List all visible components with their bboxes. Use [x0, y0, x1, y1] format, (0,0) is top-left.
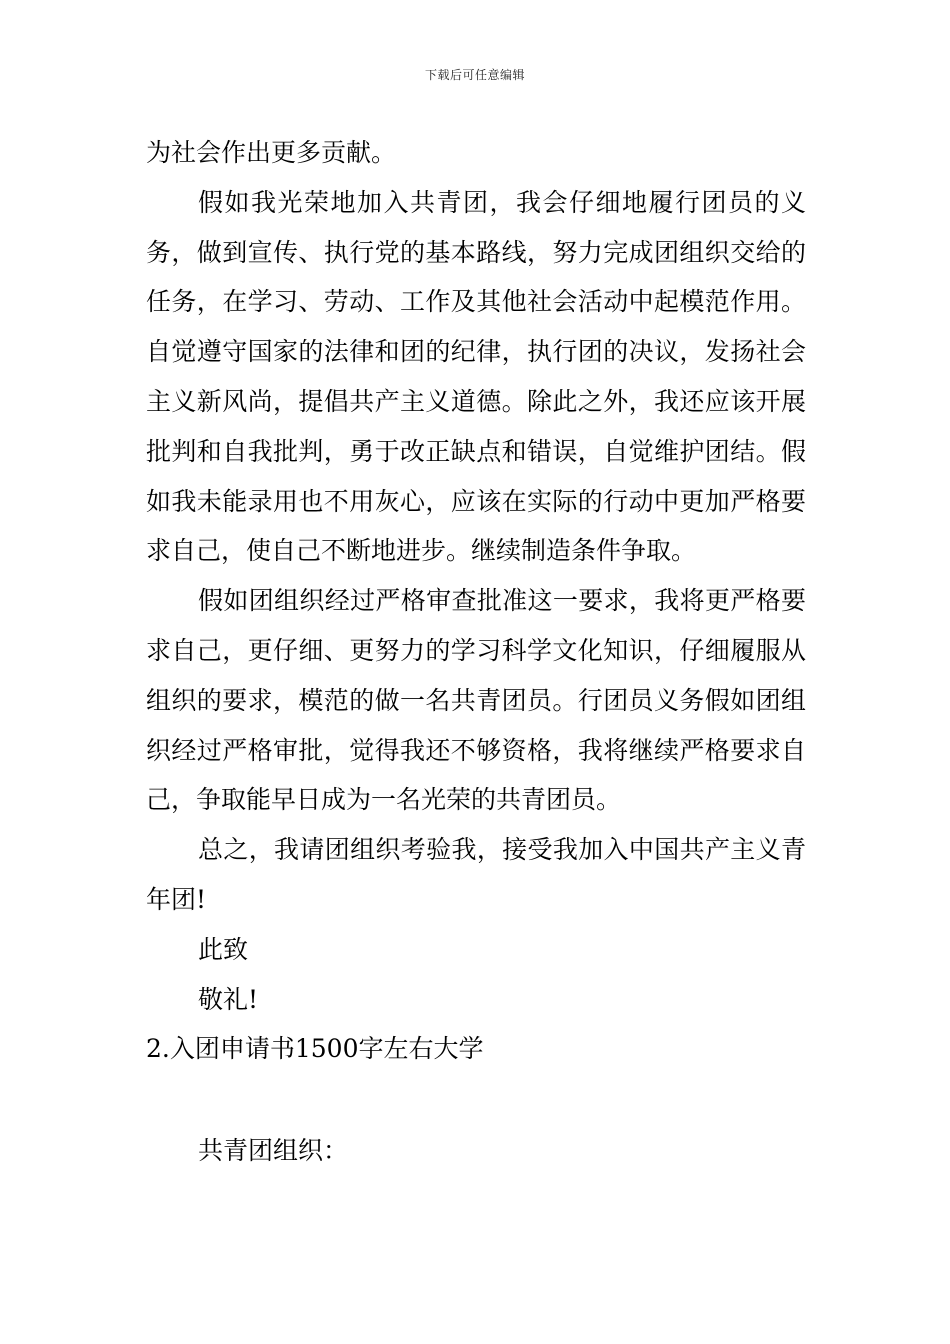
paragraph-obligations: 假如我光荣地加入共青团，我会仔细地履行团员的义务，做到宣传、执行党的基本路线，努力完成团组织交给的任务，在学习、劳动、工作及其他社会活动中起模范作用。自觉遵守国家的法律和团的纪律，执行团的决议，发扬社会主义新风尚，提倡共产主义道德。除此之外，我还应该开展批判和自我批判，勇于改正缺点和错误，自觉维护团结。假如我未能录用也不用灰心，应该在实际的行动中更加严格要求自己，使自己不断地进步。继续制造条件争取。	[146, 187, 806, 566]
section-heading: 2.入团申请书1500字左右大学	[146, 1034, 484, 1064]
blank-line	[146, 1074, 806, 1126]
closing-greeting: 此致	[198, 934, 249, 964]
page-header: 下载后可任意编辑	[424, 68, 525, 82]
salutation: 共青团组织：	[198, 1136, 349, 1166]
paragraph-approval: 假如团组织经过严格审查批准这一要求，我将更严格要求自己，更仔细、更努力的学习科学文化知识，仔细履服从组织的要求，模范的做一名共青团员。行团员义务假如团组织经过严格审批，觉得我还不够资格，我将继续严格要求自己，争取能早日成为一名光荣的共青团员。	[146, 586, 806, 815]
paragraph-continuation: 为社会作出更多贡献。	[146, 138, 397, 167]
document-body	[146, 128, 806, 1176]
closing-salute: 敬礼!	[198, 984, 259, 1014]
paragraph-conclusion: 总之，我请团组织考验我，接受我加入中国共产主义青年团!	[146, 835, 806, 914]
